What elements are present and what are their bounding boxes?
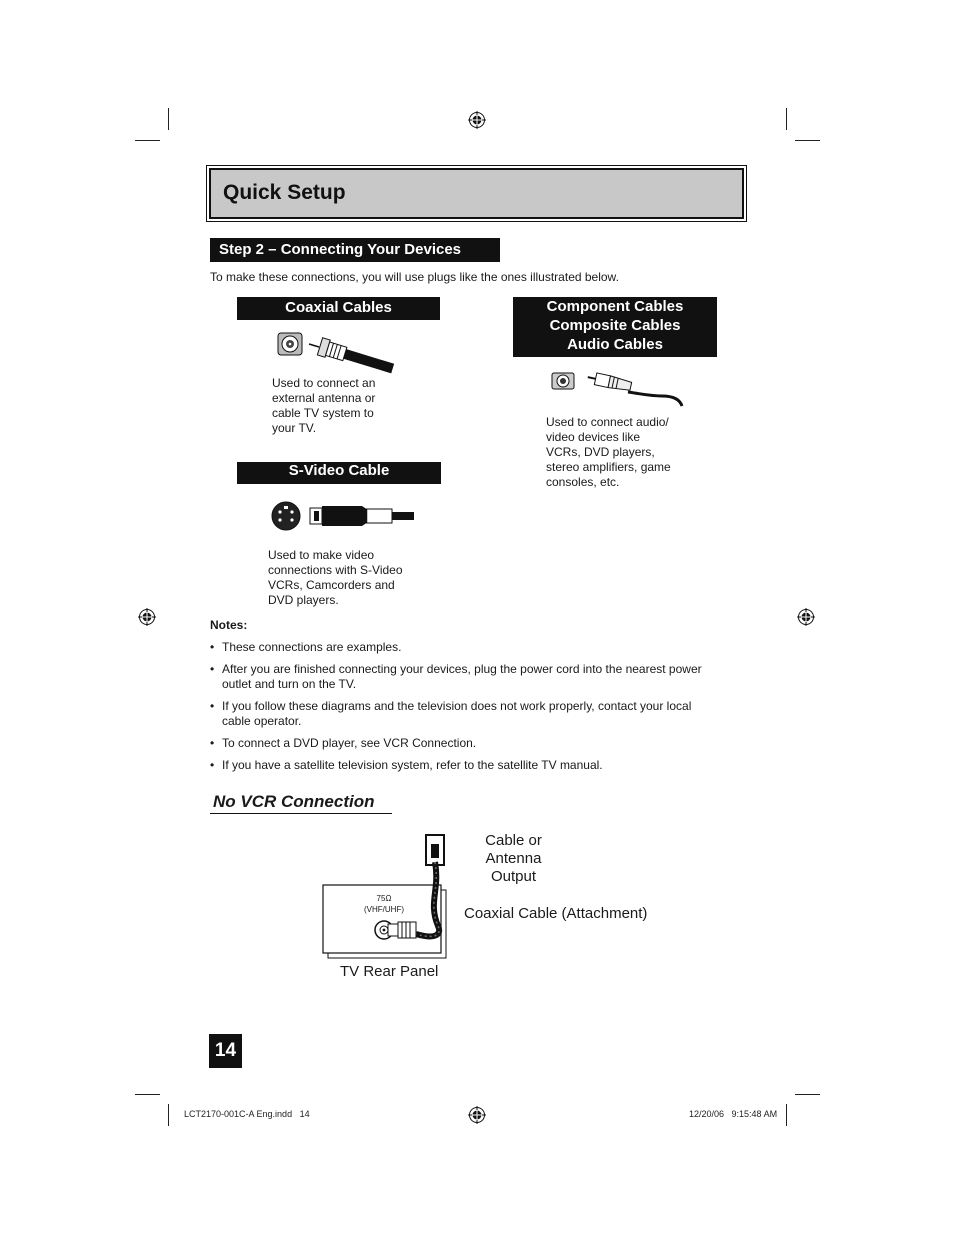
crop-mark [135, 1094, 160, 1095]
page-title: Quick Setup [223, 181, 346, 204]
note-item: • If you follow these diagrams and the television does not work properly, contact your local cable operator. [210, 699, 692, 728]
component-label: Component Cables Composite Cables Audio Cables [513, 297, 717, 357]
svideo-plug-icon [270, 500, 415, 532]
notes-title: Notes: [210, 618, 248, 632]
note-item: • After you are finished connecting your devices, plug the power cord into the nearest power outlet and turn on the TV. [210, 662, 702, 691]
no-vcr-heading: No VCR Connection [210, 791, 392, 814]
output-label: Cable or Antenna Output [485, 832, 542, 885]
panel-label: TV Rear Panel [340, 963, 439, 980]
registration-mark-icon [468, 111, 486, 129]
rca-plug-icon [550, 370, 685, 410]
crop-mark [168, 108, 169, 130]
note-item: • To connect a DVD player, see VCR Connection. [210, 736, 477, 750]
crop-mark [795, 1094, 820, 1095]
note-item: • These connections are examples. [210, 640, 402, 654]
registration-mark-icon [797, 608, 815, 626]
svideo-label: S-Video Cable [237, 462, 441, 484]
svideo-description: Used to make video connections with S-Video VCRs, Camcorders and DVD players. [268, 548, 403, 607]
footer-date: 12/20/06 9:15:48 AM [689, 1109, 778, 1119]
coaxial-description: Used to connect an external antenna or cable TV system to your TV. [272, 376, 376, 435]
crop-mark [168, 1104, 169, 1126]
crop-mark [786, 108, 787, 130]
page-header [209, 168, 744, 219]
registration-mark-icon [468, 1106, 486, 1124]
crop-mark [786, 1104, 787, 1126]
coaxial-plug-icon [275, 330, 400, 375]
step-heading: Step 2 – Connecting Your Devices [210, 238, 500, 262]
crop-mark [135, 140, 160, 141]
footer-file: LCT2170-001C-A Eng.indd 14 [184, 1109, 310, 1119]
intro-text: To make these connections, you will use plugs like the ones illustrated below. [210, 270, 619, 284]
crop-mark [795, 140, 820, 141]
registration-mark-icon [138, 608, 156, 626]
jack-label: 75Ω (VHF/UHF) [364, 894, 404, 914]
coaxial-label: Coaxial Cables [237, 297, 440, 320]
page-number: 14 [209, 1034, 242, 1068]
cable-label: Coaxial Cable (Attachment) [464, 905, 648, 922]
note-item: • If you have a satellite television system, refer to the satellite TV manual. [210, 758, 603, 772]
component-description: Used to connect audio/ video devices like VCRs, DVD players, stereo amplifiers, game consoles, etc. [546, 415, 671, 489]
